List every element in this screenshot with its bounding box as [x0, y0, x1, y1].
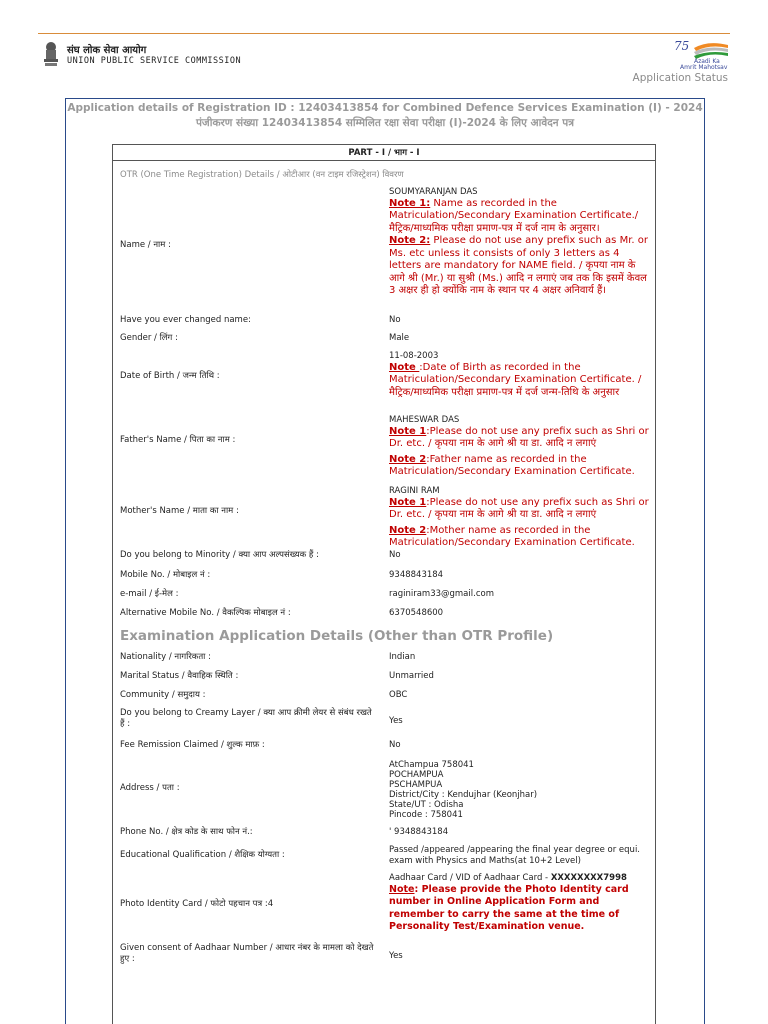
- field-label: Alternative Mobile No. / वैकल्पिक मोबाइल नं :: [120, 608, 291, 618]
- mother-note-2: Note 2:Mother name as recorded in the Matriculation/Secondary Examination Certificate.: [389, 524, 635, 548]
- father-note-2: Note 2:Father name as recorded in the Matriculation/Secondary Examination Certificate.: [389, 453, 635, 477]
- field-label: Have you ever changed name:: [120, 315, 251, 325]
- field-value: [389, 873, 651, 934]
- name-note-2: Note 2: Please do not use any prefix such as Mr. or Ms. etc unless it consists of only 3 letters as 4 letters are mandatory for NAME field. / कृपया नाम के आगे श्री (Mr.) या सुश्री (Ms.) आदि न लगाएं जब तक कि इसमें केवल 3 अक्षर ही हो क्योंकि नाम के स्थान पर 4 अक्षर अनिवार्य हैं।: [389, 235, 648, 296]
- photo-id-note: Note: Please provide the Photo Identity card number in Online Application Form and remember to carry the same at the time of Personality Test/Examination venue.: [389, 883, 629, 932]
- field-label: Fee Remission Claimed / शुल्क माफ़ :: [120, 740, 265, 750]
- national-emblem-icon: [42, 40, 60, 68]
- field-label: Do you belong to Creamy Layer / क्या आप क्रीमी लेयर से संबंध रखते हैं :: [120, 708, 372, 729]
- application-status-link[interactable]: Application Status: [632, 72, 728, 84]
- otr-section-heading: OTR (One Time Registration) Details / ओटीआर (वन टाइम रजिस्ट्रेशन) विवरण: [120, 170, 404, 180]
- photo-id-value: Aadhaar Card / VID of Aadhaar Card - XXXXXXXX7998: [389, 873, 627, 883]
- field-value: [389, 486, 651, 550]
- mother-note-1: Note 1:Please do not use any prefix such as Shri or Dr. etc. / कृपया नाम के आगे श्री या डा. आदि न लगाएं: [389, 496, 649, 520]
- field-value: Passed /appeared /appearing the final year degree or equi. exam with Physics and Maths(at 10+2 Level): [389, 845, 641, 866]
- field-label: Marital Status / वैवाहिक स्थिति :: [120, 671, 239, 681]
- field-label: Father's Name / पिता का नाम :: [120, 435, 236, 445]
- father-value: MAHESWAR DAS: [389, 415, 460, 425]
- details-table: [112, 144, 656, 1024]
- page-title-hindi: पंजीकरण संख्या 12403413854 सम्मिलित रक्षा सेवा परीक्षा (I)-2024 के लिए आवेदन पत्र: [195, 117, 575, 129]
- svg-text:Amrit Mahotsav: Amrit Mahotsav: [680, 64, 728, 70]
- field-value: 6370548600: [389, 608, 444, 618]
- field-label: Photo Identity Card / फोटो पहचान पत्र :4: [120, 899, 274, 909]
- field-value: Male: [389, 333, 410, 343]
- svg-text:75: 75: [674, 39, 690, 53]
- field-label: Community / समुदाय :: [120, 690, 206, 700]
- field-value: AtChampua 758041 POCHAMPUA PSCHAMPUA District/City : Kendujhar (Keonjhar) State/UT : Odisha Pincode : 758041: [389, 760, 538, 820]
- field-label: e-mail / ई-मेल :: [120, 589, 179, 599]
- field-label: Nationality / नागरिकता :: [120, 652, 211, 662]
- father-note-1: Note 1:Please do not use any prefix such as Shri or Dr. etc. / कृपया नाम के आगे श्री या डा. आदि न लगाएं: [389, 425, 649, 449]
- field-value: No: [389, 740, 401, 750]
- field-value: No: [389, 315, 401, 325]
- org-name-english: UNION PUBLIC SERVICE COMMISSION: [67, 56, 242, 66]
- field-value: raginiram33@gmail.com: [389, 589, 494, 599]
- field-label: Do you belong to Minority / क्या आप अल्पसंख्यक हैं :: [120, 550, 319, 560]
- field-value: [389, 187, 651, 298]
- field-label: Given consent of Aadhaar Number / आधार नंबर के मामला को देखते हुए :: [120, 943, 374, 964]
- org-name-hindi: संघ लोक सेवा आयोग: [67, 45, 147, 56]
- mother-value: RAGINI RAM: [389, 486, 440, 496]
- azadi-ka-amrit-mahotsav-logo: [672, 38, 730, 70]
- field-label: Gender / लिंग :: [120, 333, 178, 343]
- field-row-name: [113, 187, 655, 307]
- field-label: Mother's Name / माता का नाम :: [120, 506, 239, 516]
- field-label: Address / पता :: [120, 783, 180, 793]
- field-label: Name / नाम :: [120, 240, 171, 250]
- name-value: SOUMYARANJAN DAS: [389, 187, 478, 197]
- field-label: Date of Birth / जन्म तिथि :: [120, 371, 220, 381]
- field-value: ' 9348843184: [389, 827, 449, 837]
- page-title-english: Application details of Registration ID : 12403413854 for Combined Defence Services Examination (I) - 2024: [67, 102, 703, 114]
- field-value: [389, 415, 651, 479]
- page-header: [0, 0, 768, 96]
- field-label: Phone No. / क्षेत्र कोड के साथ फोन नं.:: [120, 827, 253, 837]
- part-heading: PART - I / भाग - I: [113, 145, 655, 161]
- field-value: 9348843184: [389, 570, 444, 580]
- svg-text:Azadi Ka: Azadi Ka: [694, 58, 720, 65]
- exam-section-heading: Examination Application Details (Other than OTR Profile): [120, 628, 554, 644]
- dob-value: 11-08-2003: [389, 351, 439, 361]
- field-value: No: [389, 550, 401, 560]
- field-value: [389, 351, 651, 399]
- field-value: OBC: [389, 690, 408, 700]
- field-value: Indian: [389, 652, 416, 662]
- field-label: Educational Qualification / शैक्षिक योग्यता :: [120, 850, 285, 860]
- field-value: Yes: [389, 716, 403, 726]
- field-value: Yes: [389, 951, 403, 961]
- dob-note: Note :Date of Birth as recorded in the Matriculation/Secondary Examination Certificate. / मैट्रिक/माध्यमिक परीक्षा प्रमाण-पत्र में दर्ज जन्म-तिथि के अनुसार: [389, 361, 642, 398]
- name-note-1: Note 1: Name as recorded in the Matriculation/Secondary Examination Certificate./ मैट्रिक/माध्यमिक परीक्षा प्रमाण-पत्र में दर्ज नाम के अनुसार।: [389, 197, 639, 234]
- field-value: Unmarried: [389, 671, 434, 681]
- header-divider: [38, 33, 730, 34]
- field-label: Mobile No. / मोबाइल नं :: [120, 570, 211, 580]
